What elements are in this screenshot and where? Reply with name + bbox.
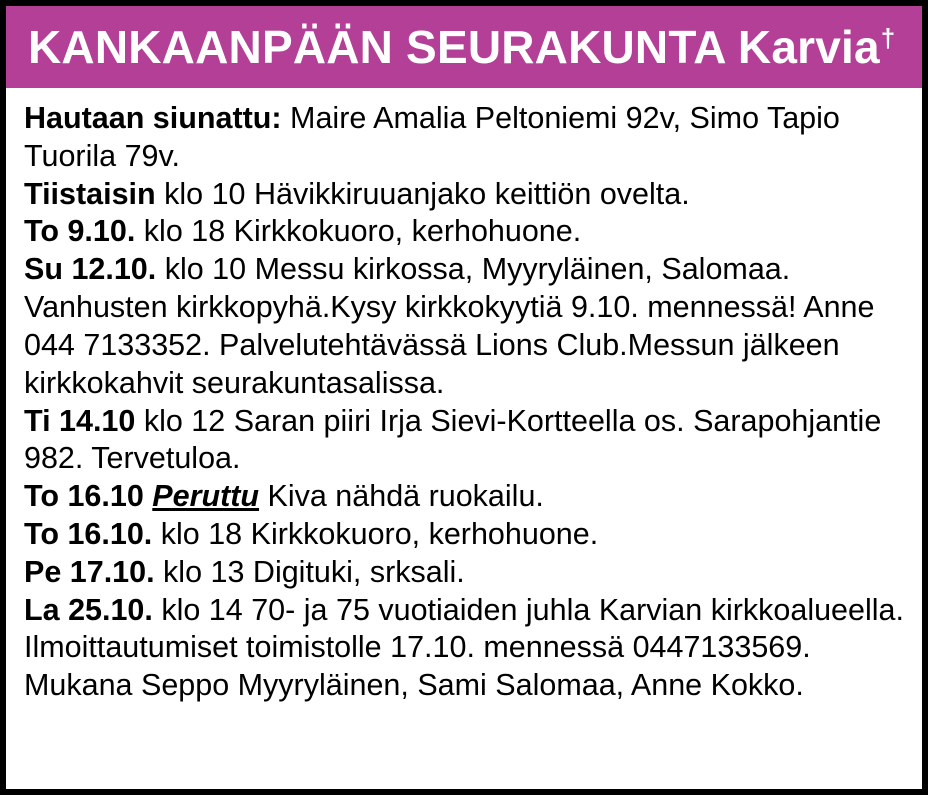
page-title-text: KANKAANPÄÄN SEURAKUNTA Karvia — [28, 21, 880, 73]
notice-entry-burial — [24, 100, 904, 176]
entry-label: Pe 17.10. — [24, 554, 155, 589]
notice-entry-sun-12-10 — [24, 251, 904, 402]
entry-label: Su 12.10. — [24, 252, 157, 287]
entry-text: Kiva nähdä ruokailu. — [259, 479, 544, 514]
notice-entry-thu-16-10-cancelled — [24, 478, 904, 516]
entry-text: klo 18 Kirkkokuoro, kerhohuone. — [152, 516, 599, 551]
cross-icon: † — [880, 22, 896, 53]
entry-text: klo 14 70- ja 75 vuotiaiden juhla Karvian kirkkoalueella. Ilmoittautumiset toimistolle 17.10. mennessä 0447133569. Mukana Seppo Myyryläinen, Sami Salomaa, Anne Kokko. — [24, 592, 904, 703]
entry-text: Maire Amalia Peltoniemi 92v, Simo Tapio Tuorila 79v. — [24, 101, 840, 173]
entry-spacer — [144, 479, 152, 513]
notice-entry-thu-9-10 — [24, 213, 904, 251]
entry-text: klo 13 Digituki, srksali. — [154, 554, 465, 589]
page-title — [28, 21, 896, 73]
notice-entry-sat-25-10 — [24, 592, 904, 705]
notice-body — [6, 88, 922, 789]
entry-label: To 16.10 — [24, 479, 144, 514]
notice-entry-tue-14-10 — [24, 403, 904, 479]
entry-text: klo 12 Saran piiri Irja Sievi-Kortteella os. Sarapohjantie 982. Tervetuloa. — [24, 403, 882, 476]
entry-label: To 16.10. — [24, 516, 153, 551]
entry-label: La 25.10. — [24, 592, 153, 627]
notice-entry-fri-17-10 — [24, 554, 904, 592]
entry-text: klo 10 Messu kirkossa, Myyryläinen, Salomaa. Vanhusten kirkkopyhä.Kysy kirkkokyytiä 9.10. mennessä! Anne 044 7133352. Palvelutehtävässä Lions Club.Messun jälkeen kirkkokahvit seurakuntasalissa. — [24, 252, 875, 400]
notice-header — [6, 6, 922, 88]
entry-label: Ti 14.10 — [24, 403, 136, 438]
entry-text: klo 10 Hävikkiruuanjako keittiön ovelta. — [155, 176, 690, 211]
entry-label: Hautaan siunattu: — [24, 101, 282, 135]
entry-cancelled-badge: Peruttu — [152, 479, 260, 514]
entry-label: To 9.10. — [24, 214, 136, 249]
notice-entry-tuesdays — [24, 176, 904, 214]
entry-label: Tiistaisin — [24, 176, 156, 211]
entry-text: klo 18 Kirkkokuoro, kerhohuone. — [135, 214, 582, 249]
notice-entry-thu-16-10-choir — [24, 516, 904, 554]
